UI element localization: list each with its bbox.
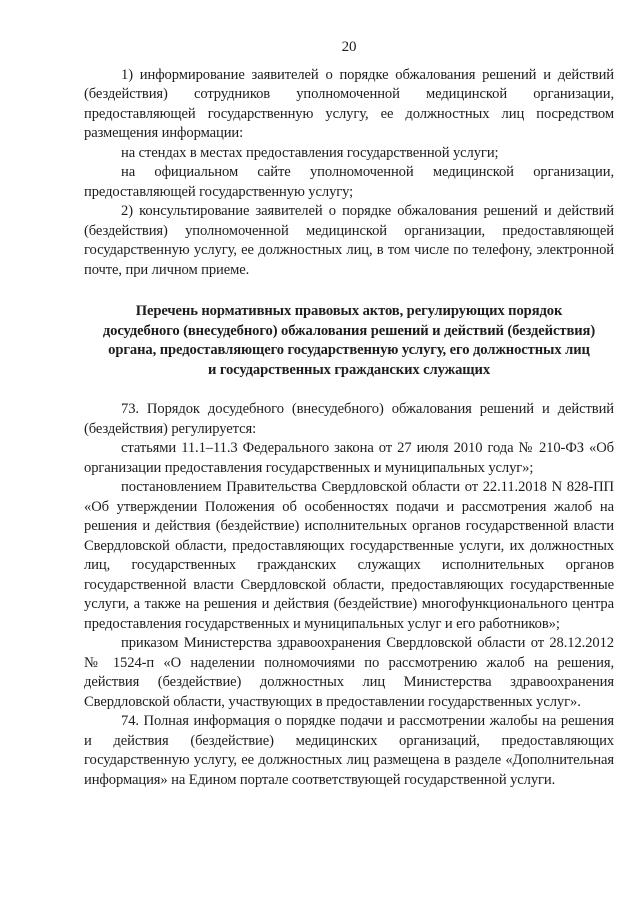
- paragraph-ministry-order: приказом Министерства здравоохранения Свердловской области от 28.12.2012 № 1524-п «О наделении полномочиями по рассмотрению жалоб на решения, действия (бездействие) должностных лиц Министерства здравоохранения Свердловской области, участвующих в предоставлении государственных услуг».: [84, 635, 614, 710]
- heading-line: и государственных гражданских служащих: [207, 361, 491, 378]
- paragraph-74: 74. Полная информация о порядке подачи и рассмотрении жалобы на решения и действия (бездействие) медицинских организаций, предоставляющих государственную услугу, ее должностных лиц размещена в разделе «Дополнительная информация» на Едином портале соответствующей государственной услуги.: [84, 713, 614, 788]
- bottom-section: [84, 400, 614, 790]
- top-section: [84, 66, 614, 281]
- paragraph-government-resolution: постановлением Правительства Свердловской области от 22.11.2018 N 828-ПП «Об утверждении Положения об особенностях подачи и рассмотрения жалоб на решения и действия (бездействие) исполнительных органов государственной власти Свердловской области, предоставляющих государственные услуги, их должностных лиц, государственных гражданских служащих исполнительных органов государственной власти Свердловской области, предоставляющих государственные услуги, а также на решения и действия (бездействие) многофункционального центра предоставления государственных и муниципальных услуг и его работников»;: [84, 479, 614, 632]
- paragraph-official-site: на официальном сайте уполномоченной медицинской организации, предоставляющей государственную услугу;: [84, 164, 614, 200]
- section-heading: [84, 302, 614, 380]
- paragraph-consulting: 2) консультирование заявителей о порядке обжалования решений и действий (бездействия) уполномоченной медицинской организации, предоставляющей государственную услугу, ее должностных лиц, в том числе по телефону, электронной почте, при личном приеме.: [84, 203, 614, 278]
- heading-line: органа, предоставляющего государственную услугу, его должностных лиц: [108, 342, 590, 358]
- paragraph-federal-law: статьями 11.1–11.3 Федерального закона от 27 июля 2010 года № 210-ФЗ «Об организации предоставления государственных и муниципальных услуг»;: [84, 440, 614, 476]
- heading-line: досудебного (внесудебного) обжалования решений и действий (бездействия): [102, 322, 596, 339]
- document-page: [84, 38, 614, 790]
- paragraph-stands: на стендах в местах предоставления государственной услуги;: [121, 144, 499, 161]
- page-number: 20: [341, 39, 357, 55]
- paragraph-informing: 1) информирование заявителей о порядке обжалования решений и действий (бездействия) сотрудников уполномоченной медицинской организации, предоставляющей государственную услугу, ее должностных лиц посредством размещения информации:: [84, 66, 614, 141]
- heading-line: Перечень нормативных правовых актов, регулирующих порядок: [135, 303, 563, 319]
- paragraph-73: 73. Порядок досудебного (внесудебного) обжалования решений и действий (бездействия) регулируется:: [84, 401, 614, 437]
